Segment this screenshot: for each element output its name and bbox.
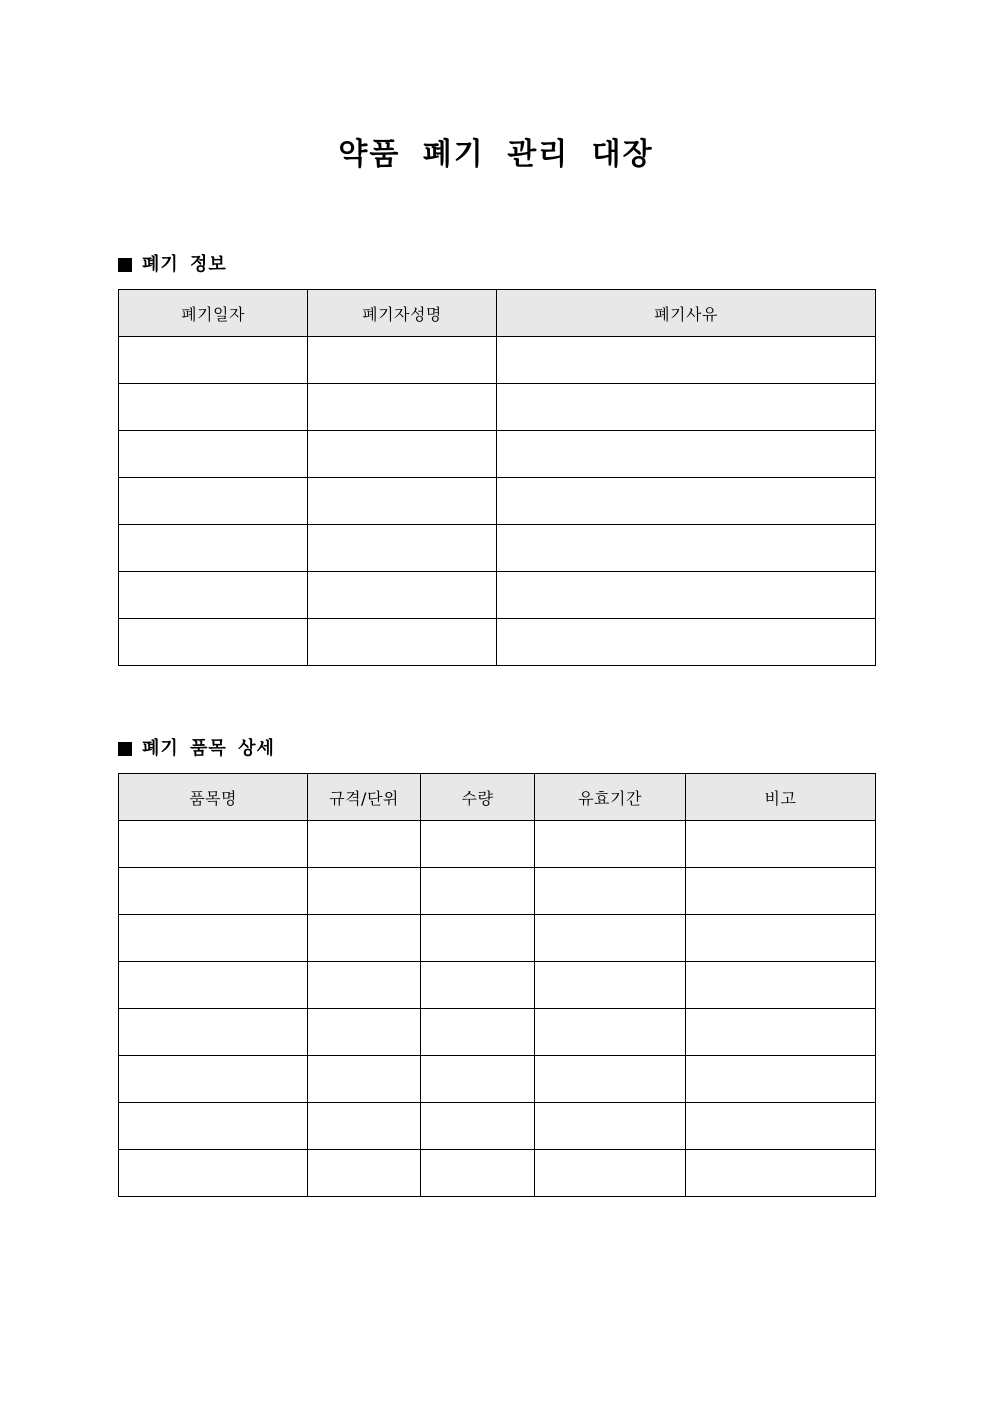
item-details-cell[interactable] bbox=[535, 915, 686, 962]
item-details-row bbox=[119, 868, 876, 915]
column-header-disposal-date: 폐기일자 bbox=[119, 290, 308, 337]
disposal-info-cell[interactable] bbox=[308, 525, 497, 572]
item-details-cell[interactable] bbox=[308, 1103, 421, 1150]
disposal-info-cell[interactable] bbox=[119, 619, 308, 666]
item-details-cell[interactable] bbox=[686, 1103, 876, 1150]
item-details-cell[interactable] bbox=[308, 868, 421, 915]
item-details-cell[interactable] bbox=[421, 1056, 535, 1103]
item-details-cell[interactable] bbox=[421, 1009, 535, 1056]
item-details-cell[interactable] bbox=[535, 1150, 686, 1197]
disposal-info-row bbox=[119, 478, 876, 525]
item-details-cell[interactable] bbox=[421, 962, 535, 1009]
disposal-info-cell[interactable] bbox=[497, 525, 876, 572]
square-bullet-icon bbox=[118, 742, 132, 756]
disposal-info-cell[interactable] bbox=[308, 572, 497, 619]
item-details-heading-label: 폐기 품목 상세 bbox=[142, 738, 275, 759]
item-details-cell[interactable] bbox=[421, 868, 535, 915]
disposal-info-heading-label: 폐기 정보 bbox=[142, 254, 227, 275]
item-details-cell[interactable] bbox=[421, 1150, 535, 1197]
disposal-info-cell[interactable] bbox=[497, 337, 876, 384]
disposal-info-cell[interactable] bbox=[497, 384, 876, 431]
item-details-cell[interactable] bbox=[535, 1056, 686, 1103]
item-details-row bbox=[119, 1103, 876, 1150]
item-details-cell[interactable] bbox=[119, 1009, 308, 1056]
item-details-cell[interactable] bbox=[308, 1150, 421, 1197]
column-header-spec-unit: 규격/단위 bbox=[308, 774, 421, 821]
item-details-row bbox=[119, 1056, 876, 1103]
item-details-cell[interactable] bbox=[421, 1103, 535, 1150]
item-details-row bbox=[119, 915, 876, 962]
item-details-cell[interactable] bbox=[686, 1009, 876, 1056]
item-details-cell[interactable] bbox=[686, 868, 876, 915]
disposal-info-cell[interactable] bbox=[497, 478, 876, 525]
disposal-info-cell[interactable] bbox=[497, 431, 876, 478]
disposal-info-cell[interactable] bbox=[308, 337, 497, 384]
item-details-cell[interactable] bbox=[119, 1150, 308, 1197]
disposal-info-row bbox=[119, 337, 876, 384]
column-header-expiry-date: 유효기간 bbox=[535, 774, 686, 821]
disposal-info-cell[interactable] bbox=[119, 431, 308, 478]
column-header-item-name: 품목명 bbox=[119, 774, 308, 821]
column-header-quantity: 수량 bbox=[421, 774, 535, 821]
disposal-info-cell[interactable] bbox=[308, 431, 497, 478]
disposal-info-header-row bbox=[119, 290, 876, 337]
item-details-cell[interactable] bbox=[535, 821, 686, 868]
disposal-info-cell[interactable] bbox=[119, 478, 308, 525]
column-header-remarks: 비고 bbox=[686, 774, 876, 821]
item-details-cell[interactable] bbox=[535, 1009, 686, 1056]
column-header-disposal-reason: 폐기사유 bbox=[497, 290, 876, 337]
disposal-info-cell[interactable] bbox=[308, 478, 497, 525]
item-details-cell[interactable] bbox=[119, 868, 308, 915]
item-details-cell[interactable] bbox=[119, 915, 308, 962]
item-details-heading bbox=[118, 736, 275, 762]
disposal-info-row bbox=[119, 619, 876, 666]
item-details-cell[interactable] bbox=[421, 821, 535, 868]
disposal-info-row bbox=[119, 572, 876, 619]
item-details-cell[interactable] bbox=[421, 915, 535, 962]
item-details-cell[interactable] bbox=[308, 962, 421, 1009]
item-details-row bbox=[119, 1150, 876, 1197]
disposal-info-cell[interactable] bbox=[119, 384, 308, 431]
item-details-cell[interactable] bbox=[308, 1009, 421, 1056]
disposal-info-row bbox=[119, 525, 876, 572]
item-details-cell[interactable] bbox=[686, 915, 876, 962]
disposal-info-cell[interactable] bbox=[119, 572, 308, 619]
disposal-info-cell[interactable] bbox=[497, 619, 876, 666]
item-details-cell[interactable] bbox=[308, 1056, 421, 1103]
item-details-cell[interactable] bbox=[119, 1103, 308, 1150]
disposal-info-table bbox=[118, 289, 876, 666]
item-details-row bbox=[119, 821, 876, 868]
item-details-cell[interactable] bbox=[119, 821, 308, 868]
square-bullet-icon bbox=[118, 258, 132, 272]
item-details-header-row bbox=[119, 774, 876, 821]
disposal-info-heading bbox=[118, 252, 227, 278]
item-details-cell[interactable] bbox=[686, 821, 876, 868]
item-details-cell[interactable] bbox=[686, 1150, 876, 1197]
item-details-cell[interactable] bbox=[686, 962, 876, 1009]
item-details-table bbox=[118, 773, 876, 1197]
disposal-info-cell[interactable] bbox=[119, 337, 308, 384]
disposal-info-cell[interactable] bbox=[308, 619, 497, 666]
item-details-cell[interactable] bbox=[308, 821, 421, 868]
disposal-info-cell[interactable] bbox=[119, 525, 308, 572]
column-header-disposer-name: 폐기자성명 bbox=[308, 290, 497, 337]
item-details-cell[interactable] bbox=[119, 962, 308, 1009]
item-details-cell[interactable] bbox=[308, 915, 421, 962]
item-details-cell[interactable] bbox=[535, 1103, 686, 1150]
item-details-cell[interactable] bbox=[686, 1056, 876, 1103]
page-title: 약품 폐기 관리 대장 bbox=[338, 137, 654, 172]
disposal-info-cell[interactable] bbox=[497, 572, 876, 619]
disposal-info-row bbox=[119, 384, 876, 431]
disposal-info-cell[interactable] bbox=[308, 384, 497, 431]
disposal-info-row bbox=[119, 431, 876, 478]
item-details-cell[interactable] bbox=[119, 1056, 308, 1103]
item-details-cell[interactable] bbox=[535, 868, 686, 915]
item-details-row bbox=[119, 1009, 876, 1056]
item-details-cell[interactable] bbox=[535, 962, 686, 1009]
item-details-row bbox=[119, 962, 876, 1009]
